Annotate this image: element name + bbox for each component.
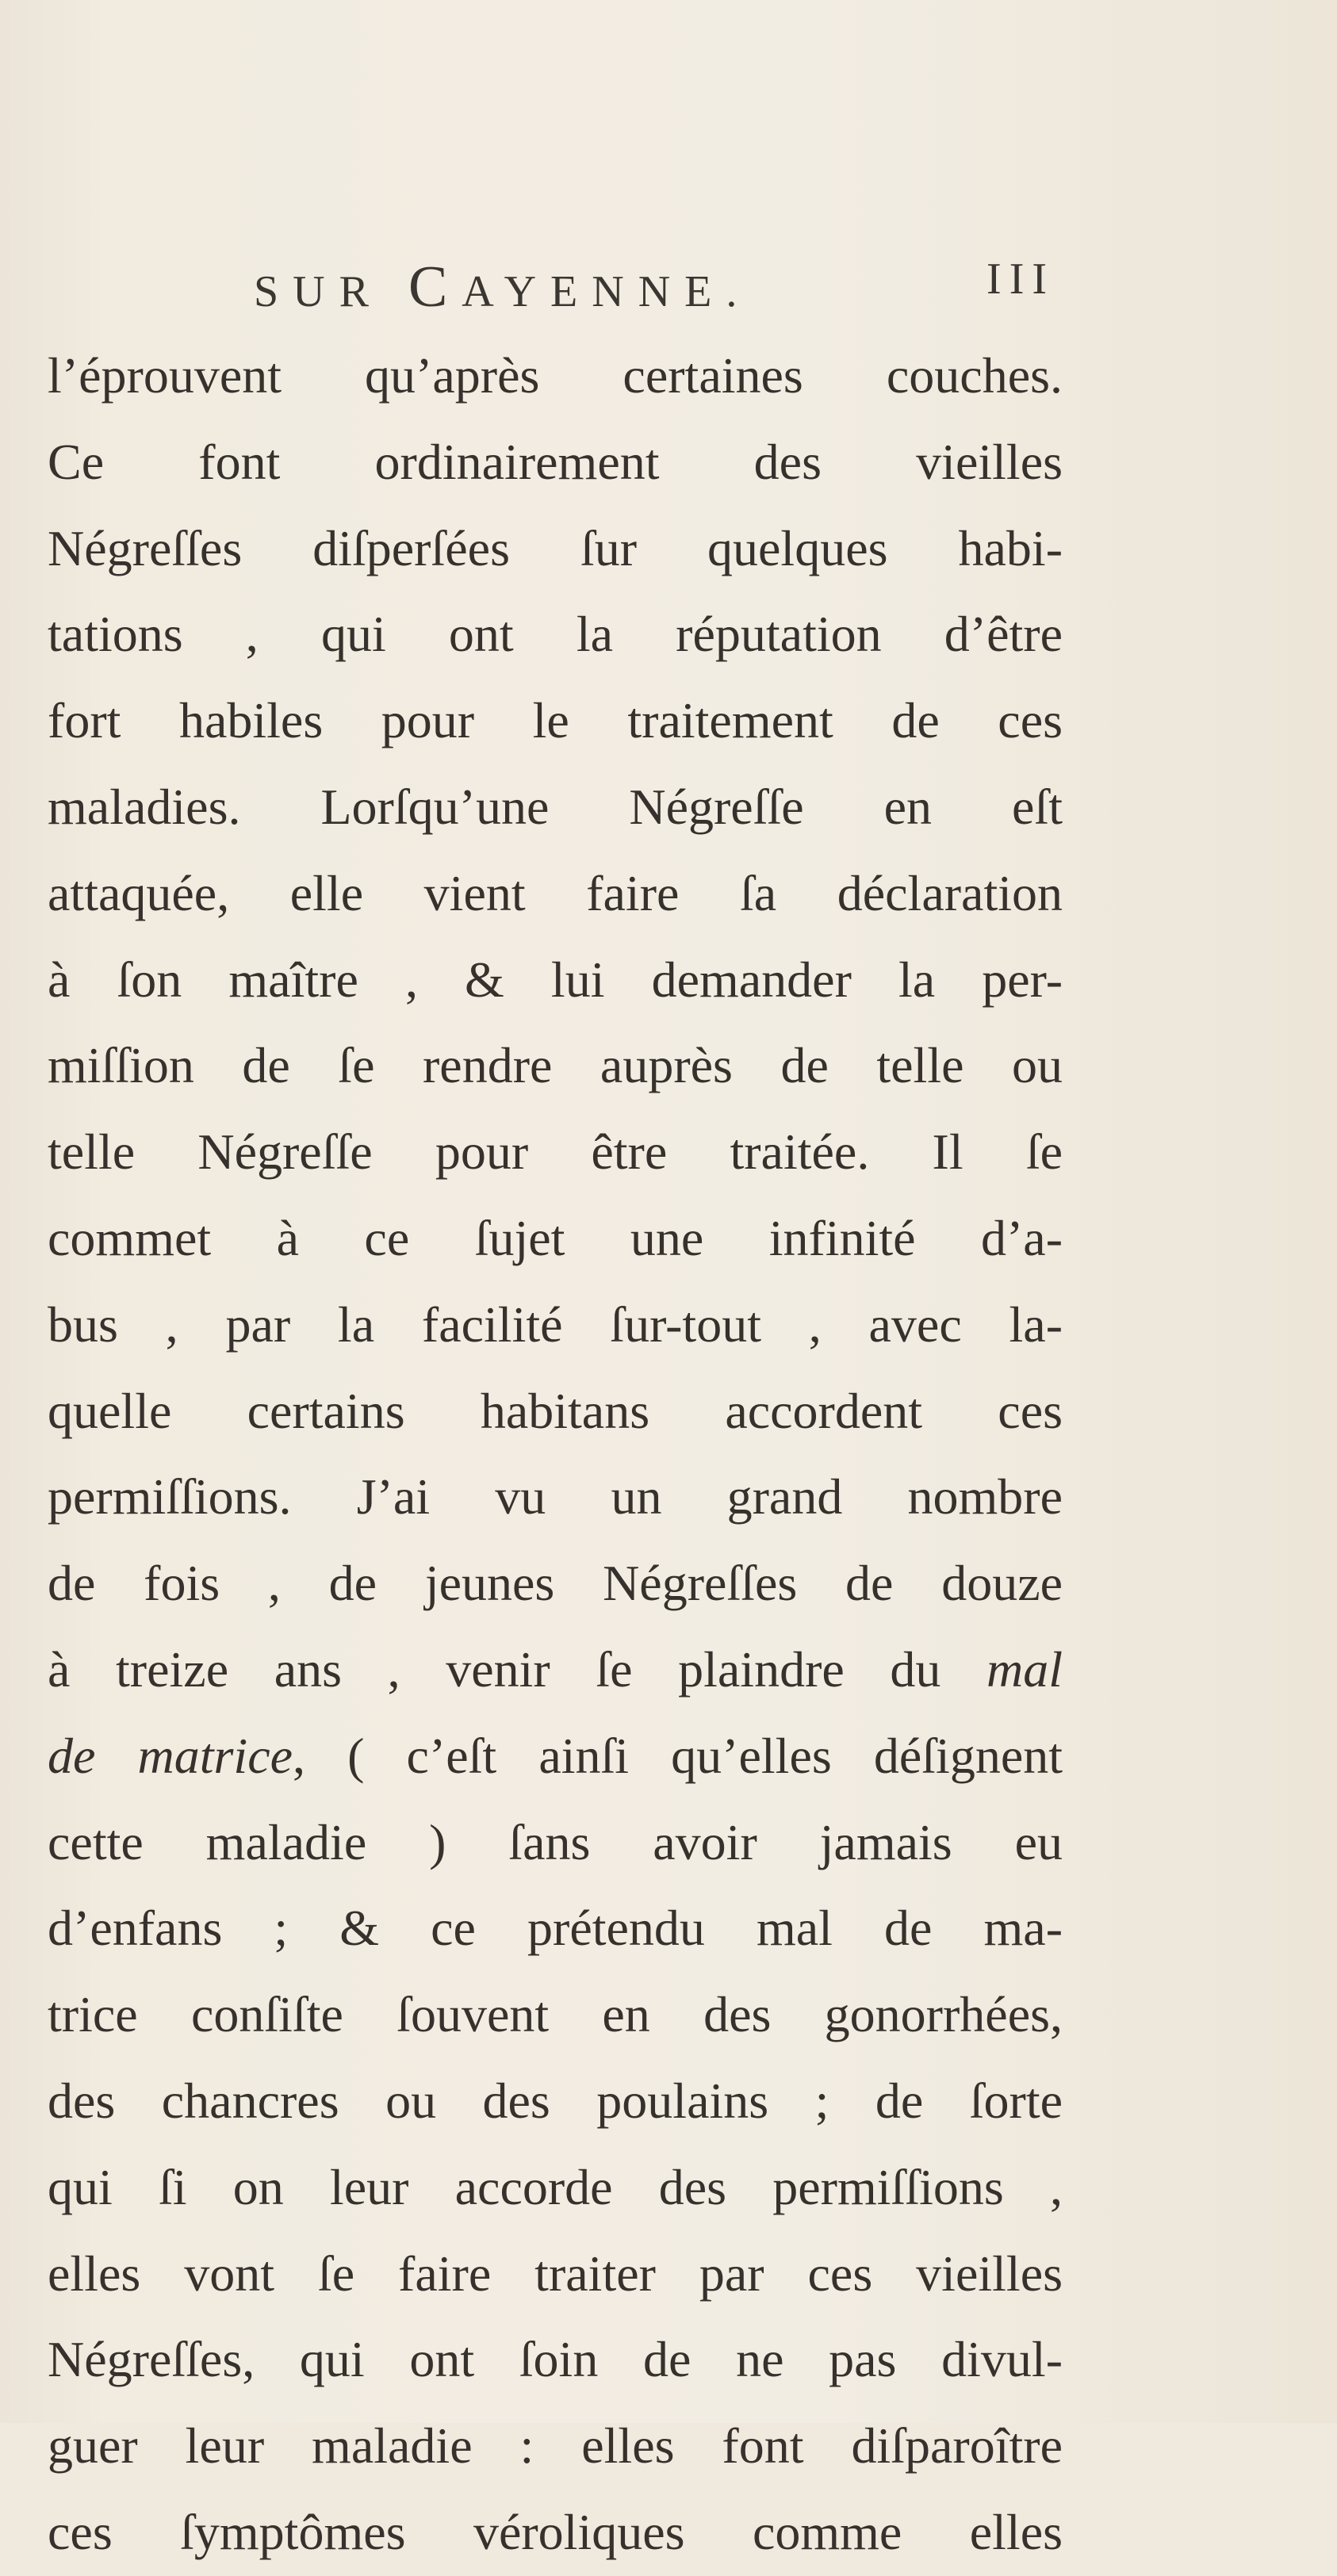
text-run: ces ſymptômes véroliques comme elles xyxy=(48,2503,1063,2560)
text-run: attaquée, elle vient faire ſa déclaration xyxy=(48,864,1063,921)
text-line xyxy=(48,1282,1063,1368)
text-line xyxy=(48,419,1063,506)
italic-text: mal xyxy=(986,1640,1063,1698)
text-line xyxy=(48,506,1063,592)
text-run: bus , par la facilité ſur-tout , avec la- xyxy=(48,1296,1063,1353)
text-line xyxy=(48,2058,1063,2145)
text-run: , ( c’eſt ainſi qu’elles déſignent xyxy=(293,1727,1063,1784)
page-number: III xyxy=(986,255,1055,304)
text-line xyxy=(48,1972,1063,2058)
text-line xyxy=(48,1196,1063,1282)
text-line xyxy=(48,1885,1063,1972)
text-run: l’éprouvent qu’après certaines couches. xyxy=(48,347,1063,404)
running-title-initial: C xyxy=(408,255,462,320)
text-run: des chancres ou des poulains ; de ſorte xyxy=(48,2072,1063,2129)
text-run: permiſſions. J’ai vu un grand nombre xyxy=(48,1468,1063,1525)
text-line xyxy=(48,1541,1063,1627)
text-line xyxy=(48,333,1063,419)
text-run: qui ſi on leur accorde des permiſſions , xyxy=(48,2158,1063,2215)
text-line xyxy=(48,2403,1063,2490)
running-title xyxy=(254,254,751,321)
text-line xyxy=(48,851,1063,937)
text-run: trice conſiſte ſouvent en des gonorrhées, xyxy=(48,1986,1063,2043)
text-run: commet à ce ſujet une infinité d’a- xyxy=(48,1209,1063,1266)
text-run: elles vont ſe faire traiter par ces vieilles xyxy=(48,2245,1063,2302)
text-line xyxy=(48,2490,1063,2576)
text-line xyxy=(48,937,1063,1024)
text-run: de fois , de jeunes Négreſſes de douze xyxy=(48,1555,1063,1612)
text-run: à treize ans , venir ſe plaindre du xyxy=(48,1640,986,1698)
text-line xyxy=(48,678,1063,764)
text-run: guer leur maladie : elles font diſparoître xyxy=(48,2417,1063,2475)
text-line xyxy=(48,591,1063,678)
text-run: d’enfans ; & ce prétendu mal de ma- xyxy=(48,1900,1063,1957)
text-run: Négreſſes, qui ont ſoin de ne pas divul- xyxy=(48,2331,1063,2388)
text-line xyxy=(48,1109,1063,1196)
text-line xyxy=(48,1368,1063,1455)
text-run: Négreſſes diſperſées ſur quelques habi- xyxy=(48,519,1063,576)
text-run: telle Négreſſe pour être traitée. Il ſe xyxy=(48,1123,1063,1181)
text-line xyxy=(48,1627,1063,1713)
text-line xyxy=(48,1713,1063,1800)
italic-text: de matrice xyxy=(48,1727,293,1784)
running-title-rest: AYENNE. xyxy=(462,267,752,316)
text-line xyxy=(48,1023,1063,1109)
text-run: fort habiles pour le traitement de ces xyxy=(48,692,1063,749)
text-run: quelle certains habitans accordent ces xyxy=(48,1382,1063,1439)
text-run: miſſion de ſe rendre auprès de telle ou xyxy=(48,1037,1063,1094)
text-run: maladies. Lorſqu’une Négreſſe en eſt xyxy=(48,778,1063,835)
text-line xyxy=(48,764,1063,851)
text-line xyxy=(48,1800,1063,1886)
text-run: tations , qui ont la réputation d’être xyxy=(48,606,1063,663)
text-run: cette maladie ) ſans avoir jamais eu xyxy=(48,1813,1063,1870)
text-line xyxy=(48,2231,1063,2318)
text-run: Ce font ordinairement des vieilles xyxy=(48,433,1063,490)
body-text xyxy=(48,333,1063,2576)
text-run: à ſon maître , & lui demander la per- xyxy=(48,951,1063,1008)
text-line xyxy=(48,2317,1063,2403)
running-title-prefix: SUR xyxy=(254,267,408,316)
page-header xyxy=(254,254,1055,320)
text-line xyxy=(48,2145,1063,2231)
text-line xyxy=(48,1454,1063,1541)
